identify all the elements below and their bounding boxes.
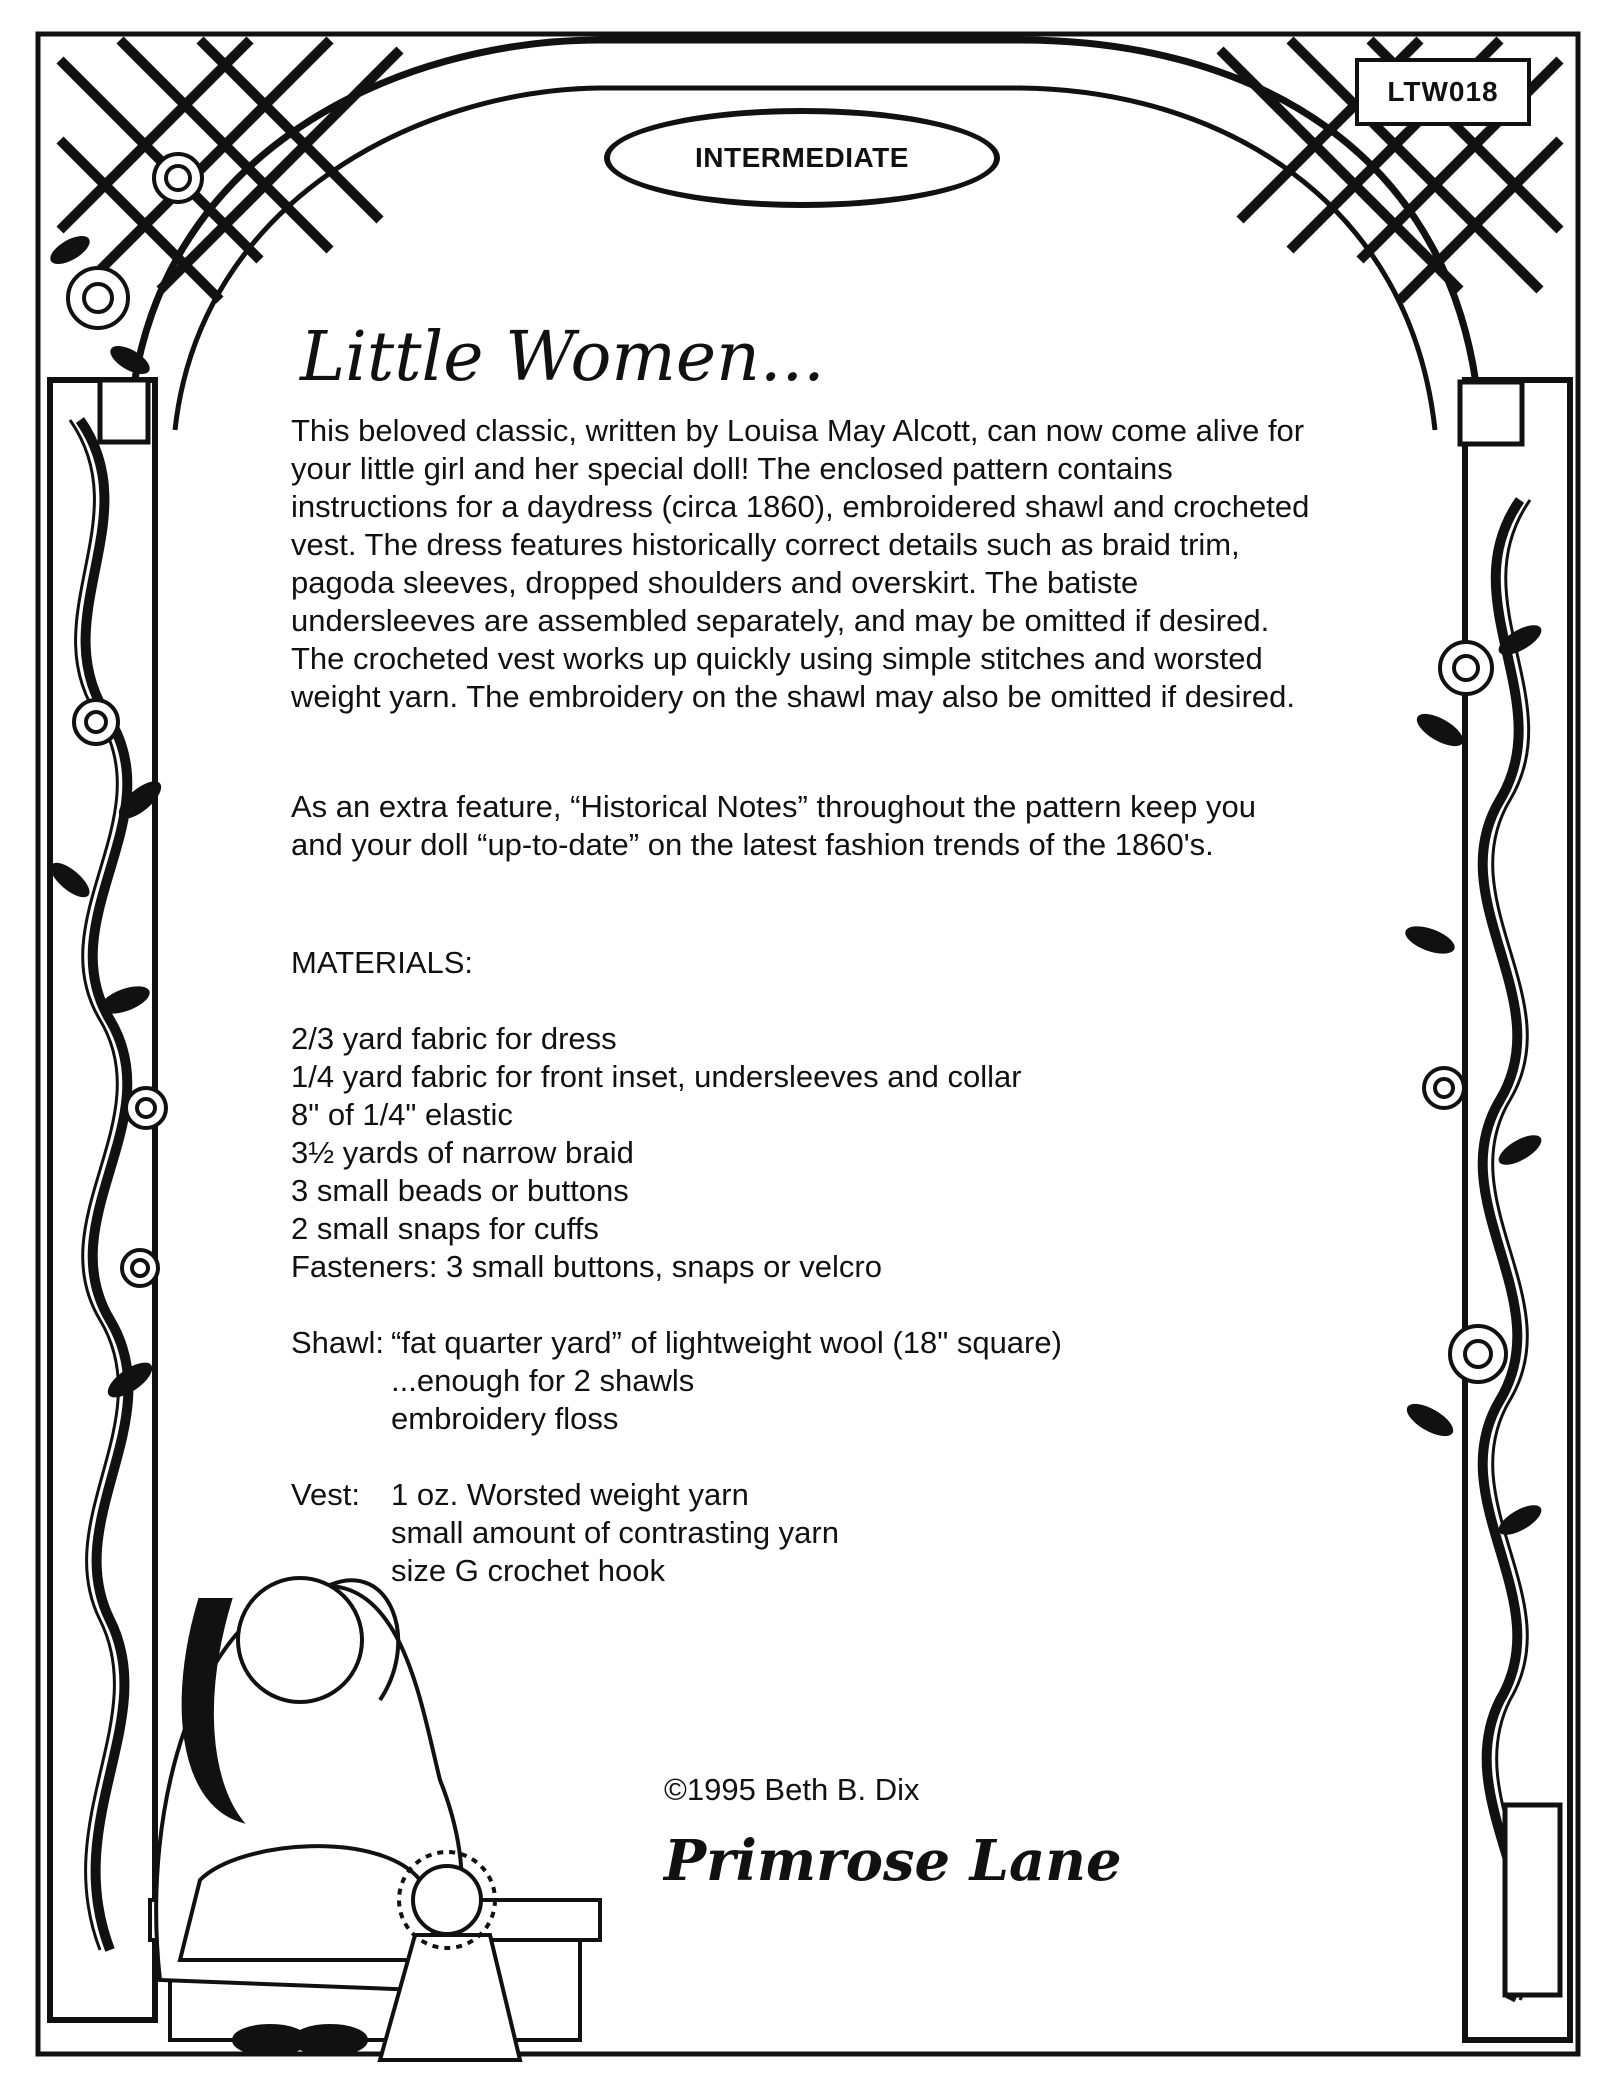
- list-item: 8" of 1/4" elastic: [291, 1097, 513, 1132]
- copyright-text: ©1995 Beth B. Dix: [664, 1772, 920, 1807]
- list-item: size G crochet hook: [391, 1553, 665, 1588]
- list-item: 1 oz. Worsted weight yarn: [391, 1477, 749, 1512]
- list-item: 2/3 yard fabric for dress: [291, 1021, 617, 1056]
- vest-label: Vest:: [291, 1477, 360, 1512]
- right-vine-column: [1460, 380, 1570, 2040]
- intro-paragraph-1: This beloved classic, written by Louisa May Alcott, can now come alive for your little girl and her special doll! The enclosed pattern contains instructions for a daydress (circa 1860), embroidered shawl and crocheted vest. The dress features historically correct details such as braid trim, pagoda sleeves, dropped shoulders and overskirt. The batiste undersleeves are assembled separately, and may be omitted if desired. The crocheted vest works up quickly using simple stitches and worsted weight yarn. The embroidery on the shawl may also be omitted if desired.: [291, 413, 1310, 714]
- left-vine-column: [50, 380, 155, 2020]
- list-item: 2 small snaps for cuffs: [291, 1211, 599, 1246]
- materials-heading: MATERIALS:: [291, 945, 474, 980]
- list-item: embroidery floss: [391, 1401, 619, 1436]
- intro-paragraph-2: As an extra feature, “Historical Notes” throughout the pattern keep you and your doll “up-to-date” on the latest fashion trends of the 1860's.: [291, 789, 1256, 862]
- page-title: Little Women...: [300, 318, 825, 397]
- brand-logo-text: Primrose Lane: [664, 1828, 1122, 1894]
- shawl-materials: [291, 1324, 1311, 1438]
- list-item: 3 small beads or buttons: [291, 1173, 629, 1208]
- list-item: ...enough for 2 shawls: [391, 1363, 695, 1398]
- girl-with-doll-illustration: [150, 1578, 600, 2060]
- list-item: “fat quarter yard” of lightweight wool (18" square): [391, 1325, 1062, 1360]
- pattern-code-box: LTW018: [1355, 58, 1531, 126]
- list-item: 1/4 yard fabric for front inset, undersleeves and collar: [291, 1059, 1022, 1094]
- shawl-label: Shawl:: [291, 1325, 385, 1360]
- skill-level-badge: INTERMEDIATE: [604, 108, 1000, 208]
- vest-materials: [291, 1476, 1311, 1590]
- list-item: 3½ yards of narrow braid: [291, 1135, 634, 1170]
- list-item: small amount of contrasting yarn: [391, 1515, 839, 1550]
- list-item: Fasteners: 3 small buttons, snaps or velcro: [291, 1249, 882, 1284]
- materials-list: [291, 1020, 1311, 1286]
- lattice-left: [60, 40, 400, 300]
